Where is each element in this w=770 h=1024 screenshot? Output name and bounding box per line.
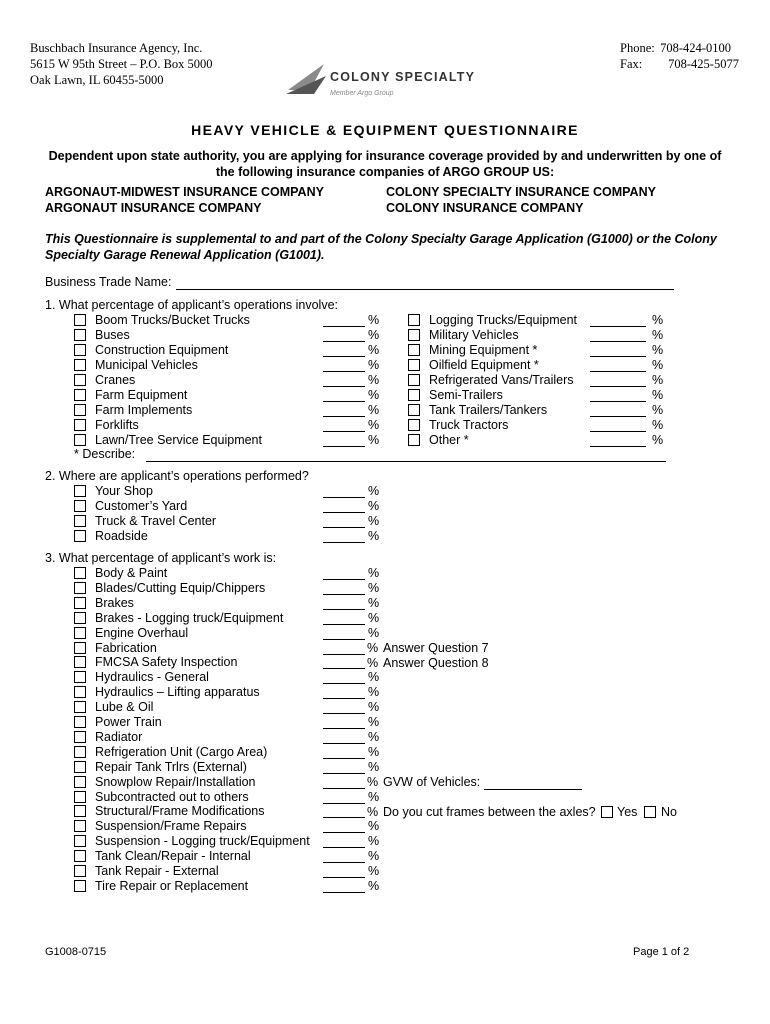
option-label: Brakes: [95, 595, 134, 610]
fax-number: 708-425-5077: [668, 57, 739, 71]
percent-sign: %: [368, 499, 380, 513]
option-checkbox[interactable]: [74, 434, 86, 446]
percent-sign: %: [367, 656, 379, 670]
percent-sign: %: [368, 610, 380, 625]
percent-sign: %: [367, 805, 379, 819]
option-label: Tank Trailers/Tankers: [429, 403, 548, 417]
percent-input[interactable]: [323, 642, 365, 655]
option-label: Suspension/Frame Repairs: [95, 819, 247, 834]
phone-number: 708-424-0100: [660, 41, 731, 55]
option-checkbox[interactable]: [74, 389, 86, 401]
option-label: Power Train: [95, 715, 162, 729]
company-name: ARGONAUT INSURANCE COMPANY: [45, 201, 262, 215]
no-checkbox[interactable]: [644, 806, 656, 818]
percent-input[interactable]: [323, 500, 365, 513]
option-checkbox[interactable]: [74, 671, 86, 683]
percent-sign: %: [368, 789, 380, 804]
form-number: G1008-0715: [45, 946, 107, 958]
percent-sign: %: [368, 566, 380, 580]
percent-input[interactable]: [323, 404, 365, 417]
option-checkbox[interactable]: [74, 835, 86, 847]
option-checkbox[interactable]: [74, 515, 86, 527]
fax-label: Fax:: [620, 57, 643, 71]
percent-input[interactable]: [590, 404, 646, 417]
percent-input[interactable]: [323, 567, 365, 580]
percent-sign: %: [652, 433, 664, 447]
option-label: Subcontracted out to others: [95, 789, 249, 804]
option-checkbox[interactable]: [74, 567, 86, 579]
contact-block: [620, 40, 739, 72]
option-label: Engine Overhaul: [95, 625, 189, 640]
percent-sign: %: [368, 418, 380, 432]
describe-label: * Describe:: [74, 447, 136, 461]
option-label: Municipal Vehicles: [95, 358, 198, 372]
option-label: Your Shop: [95, 484, 153, 498]
percent-input[interactable]: [323, 530, 365, 543]
option-label: Buses: [95, 328, 130, 342]
option-checkbox[interactable]: [74, 791, 86, 803]
agency-name: Buschbach Insurance Agency, Inc.: [30, 41, 203, 55]
logo-subtext: Member Argo Group: [330, 90, 394, 97]
percent-input[interactable]: [323, 671, 365, 684]
option-label: Oilfield Equipment *: [429, 358, 539, 372]
option-label: Structural/Frame Modifications: [95, 804, 265, 819]
option-label: Construction Equipment: [95, 343, 229, 357]
option-checkbox[interactable]: [74, 716, 86, 728]
percent-input[interactable]: [323, 374, 365, 387]
option-label: Lawn/Tree Service Equipment: [95, 433, 262, 447]
percent-input[interactable]: [590, 419, 646, 432]
percent-sign: %: [368, 834, 380, 849]
option-checkbox[interactable]: [74, 530, 86, 542]
percent-input[interactable]: [323, 434, 365, 447]
percent-sign: %: [368, 849, 380, 864]
option-label: Cranes: [95, 373, 136, 387]
colony-swoosh-icon: [284, 60, 328, 98]
option-checkbox[interactable]: [408, 359, 420, 371]
option-label: Refrigerated Vans/Trailers: [429, 373, 574, 387]
percent-input[interactable]: [323, 776, 365, 789]
percent-sign: %: [368, 670, 380, 685]
percent-sign: %: [652, 403, 664, 417]
percent-sign: %: [368, 744, 380, 759]
percent-sign: %: [368, 313, 380, 327]
option-label: Tire Repair or Replacement: [95, 878, 249, 893]
percent-input[interactable]: [323, 612, 365, 625]
option-label: Tank Clean/Repair - Internal: [95, 849, 251, 864]
agency-street: 5615 W 95th Street – P.O. Box 5000: [30, 57, 213, 71]
companies-right: [386, 184, 656, 216]
option-checkbox[interactable]: [408, 434, 420, 446]
option-checkbox[interactable]: [74, 359, 86, 371]
option-checkbox[interactable]: [74, 597, 86, 609]
percent-sign: %: [368, 328, 380, 342]
option-checkbox[interactable]: [408, 404, 420, 416]
option-checkbox[interactable]: [74, 656, 86, 668]
yes-checkbox[interactable]: [601, 806, 613, 818]
option-label: Body & Paint: [95, 566, 168, 580]
company-name: COLONY SPECIALTY INSURANCE COMPANY: [386, 185, 656, 199]
option-label: Fabrication: [95, 640, 157, 655]
option-label: Mining Equipment *: [429, 343, 538, 357]
percent-sign: %: [368, 819, 380, 834]
percent-input[interactable]: [323, 805, 365, 818]
option-checkbox[interactable]: [74, 419, 86, 431]
company-name: COLONY INSURANCE COMPANY: [386, 201, 584, 215]
yes-label: Yes: [617, 805, 638, 819]
option-label: Farm Equipment: [95, 388, 188, 402]
option-label: Customer’s Yard: [95, 499, 188, 513]
page-title: HEAVY VEHICLE & EQUIPMENT QUESTIONNAIRE: [191, 122, 579, 138]
percent-input[interactable]: [323, 731, 365, 744]
percent-input[interactable]: [590, 329, 646, 342]
percent-sign: %: [652, 343, 664, 357]
percent-sign: %: [652, 418, 664, 432]
percent-sign: %: [368, 403, 380, 417]
option-checkbox[interactable]: [74, 820, 86, 832]
percent-input[interactable]: [323, 419, 365, 432]
percent-input[interactable]: [323, 746, 365, 759]
option-checkbox[interactable]: [74, 642, 86, 654]
percent-sign: %: [368, 529, 380, 543]
fabrication-note: Answer Question 7: [383, 641, 489, 655]
option-checkbox[interactable]: [408, 344, 420, 356]
percent-sign: %: [652, 388, 664, 402]
option-checkbox[interactable]: [74, 805, 86, 817]
option-checkbox[interactable]: [74, 761, 86, 773]
percent-input[interactable]: [323, 329, 365, 342]
option-label: Truck & Travel Center: [95, 514, 217, 528]
intro-text: Dependent upon state authority, you are applying for insurance coverage provided by and underwritten by one of the following insurance companies of ARGO GROUP US:: [48, 149, 722, 179]
percent-sign: %: [368, 373, 380, 387]
option-label: Lube & Oil: [95, 700, 154, 715]
option-label: Semi-Trailers: [429, 388, 503, 402]
logo-wordmark: COLONY SPECIALTY: [330, 70, 476, 84]
percent-sign: %: [368, 685, 380, 700]
percent-sign: %: [368, 715, 380, 729]
companies-left: [45, 184, 324, 216]
option-checkbox[interactable]: [74, 344, 86, 356]
option-checkbox[interactable]: [74, 865, 86, 877]
percent-input[interactable]: [323, 701, 365, 714]
percent-sign: %: [367, 775, 379, 789]
cut-frames-question: Do you cut frames between the axles?: [383, 805, 596, 819]
percent-sign: %: [652, 328, 664, 342]
question-2: 2. Where are applicant’s operations performed?: [45, 469, 309, 483]
question-1: 1. What percentage of applicant’s operations involve:: [45, 298, 339, 312]
percent-input[interactable]: [323, 389, 365, 402]
percent-input[interactable]: [590, 344, 646, 357]
percent-input[interactable]: [590, 359, 646, 372]
percent-input[interactable]: [323, 716, 365, 729]
option-label: Logging Trucks/Equipment: [429, 313, 578, 327]
fmcsa-note: Answer Question 8: [383, 656, 489, 670]
option-label: Farm Implements: [95, 403, 193, 417]
option-label: FMCSA Safety Inspection: [95, 655, 238, 670]
option-checkbox[interactable]: [408, 389, 420, 401]
option-checkbox[interactable]: [408, 374, 420, 386]
percent-input[interactable]: [323, 627, 365, 640]
option-label: Hydraulics – Lifting apparatus: [95, 685, 260, 700]
option-checkbox[interactable]: [74, 686, 86, 698]
option-checkbox[interactable]: [408, 314, 420, 326]
no-label: No: [661, 805, 677, 819]
percent-sign: %: [368, 595, 380, 610]
option-label: Military Vehicles: [429, 328, 519, 342]
percent-sign: %: [368, 625, 380, 640]
percent-input[interactable]: [323, 850, 365, 863]
percent-sign: %: [368, 580, 380, 595]
option-label: Hydraulics - General: [95, 670, 209, 685]
percent-sign: %: [368, 433, 380, 447]
percent-sign: %: [367, 641, 379, 655]
supplemental-note: This Questionnaire is supplemental to and part of the Colony Specialty Garage Application (G1000) or the Colony Specialty Garage Renewal Application (G1001).: [45, 232, 717, 262]
percent-input[interactable]: [323, 485, 365, 498]
option-checkbox[interactable]: [74, 500, 86, 512]
option-label: Boom Trucks/Bucket Trucks: [95, 313, 250, 327]
option-label: Brakes - Logging truck/Equipment: [95, 610, 284, 625]
option-checkbox[interactable]: [74, 776, 86, 788]
percent-sign: %: [652, 313, 664, 327]
percent-sign: %: [652, 358, 664, 372]
percent-sign: %: [368, 358, 380, 372]
percent-input[interactable]: [323, 582, 365, 595]
percent-input[interactable]: [323, 314, 365, 327]
percent-input[interactable]: [323, 865, 365, 878]
option-label: Repair Tank Trlrs (External): [95, 759, 247, 774]
percent-input[interactable]: [323, 597, 365, 610]
option-checkbox[interactable]: [74, 485, 86, 497]
percent-input[interactable]: [323, 686, 365, 699]
percent-input[interactable]: [323, 344, 365, 357]
percent-input[interactable]: [590, 374, 646, 387]
option-checkbox[interactable]: [74, 880, 86, 892]
percent-input[interactable]: [323, 791, 365, 804]
percent-input[interactable]: [590, 314, 646, 327]
percent-sign: %: [368, 759, 380, 774]
percent-sign: %: [368, 700, 380, 715]
percent-sign: %: [368, 729, 380, 744]
option-checkbox[interactable]: [74, 314, 86, 326]
agency-city: Oak Lawn, IL 60455-5000: [30, 73, 164, 87]
percent-sign: %: [368, 514, 380, 528]
option-label: Radiator: [95, 729, 143, 744]
percent-sign: %: [368, 864, 380, 878]
business-trade-name-input[interactable]: [176, 277, 674, 290]
percent-sign: %: [368, 388, 380, 402]
percent-sign: %: [368, 343, 380, 357]
percent-input[interactable]: [323, 359, 365, 372]
percent-input[interactable]: [323, 835, 365, 848]
agency-address: [30, 40, 213, 88]
percent-input[interactable]: [323, 656, 365, 669]
company-name: ARGONAUT-MIDWEST INSURANCE COMPANY: [45, 185, 324, 199]
describe-input[interactable]: [146, 449, 666, 462]
option-checkbox[interactable]: [74, 746, 86, 758]
option-checkbox[interactable]: [74, 627, 86, 639]
percent-input[interactable]: [590, 389, 646, 402]
option-checkbox[interactable]: [74, 582, 86, 594]
option-checkbox[interactable]: [408, 329, 420, 341]
percent-input[interactable]: [323, 820, 365, 833]
option-checkbox[interactable]: [74, 850, 86, 862]
option-checkbox[interactable]: [74, 329, 86, 341]
page-number: Page 1 of 2: [633, 946, 690, 958]
question-3: 3. What percentage of applicant’s work is:: [45, 551, 277, 565]
percent-sign: %: [368, 484, 380, 498]
option-checkbox[interactable]: [74, 404, 86, 416]
percent-input[interactable]: [323, 880, 365, 893]
gvw-label: GVW of Vehicles:: [383, 775, 481, 789]
phone-label: Phone:: [620, 41, 655, 55]
percent-input[interactable]: [323, 761, 365, 774]
option-label: Truck Tractors: [429, 418, 509, 432]
option-label: Other *: [429, 433, 469, 447]
option-checkbox[interactable]: [74, 701, 86, 713]
option-label: Snowplow Repair/Installation: [95, 774, 256, 789]
option-checkbox[interactable]: [74, 731, 86, 743]
gvw-input[interactable]: [484, 777, 582, 790]
option-label: Roadside: [95, 529, 148, 543]
option-label: Blades/Cutting Equip/Chippers: [95, 580, 266, 595]
percent-input[interactable]: [323, 515, 365, 528]
percent-sign: %: [652, 373, 664, 387]
percent-input[interactable]: [590, 434, 646, 447]
colony-specialty-logo: [284, 58, 499, 106]
option-label: Refrigeration Unit (Cargo Area): [95, 744, 268, 759]
option-checkbox[interactable]: [74, 374, 86, 386]
option-checkbox[interactable]: [74, 612, 86, 624]
percent-sign: %: [368, 878, 380, 893]
option-label: Forklifts: [95, 418, 139, 432]
option-label: Tank Repair - External: [95, 864, 219, 878]
option-checkbox[interactable]: [408, 419, 420, 431]
business-trade-name-label: Business Trade Name:: [45, 275, 172, 289]
option-label: Suspension - Logging truck/Equipment: [95, 834, 310, 849]
